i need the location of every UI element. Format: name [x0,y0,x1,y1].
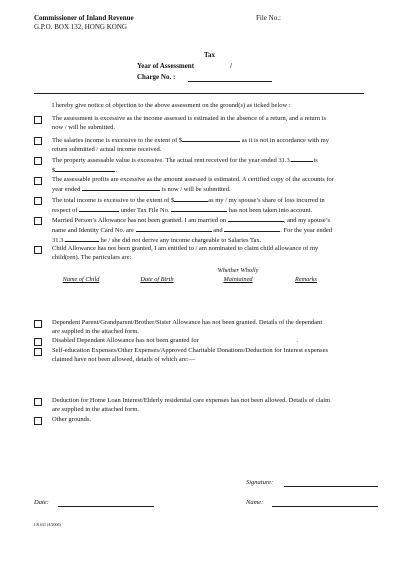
col-name-of-child: Name of Child [62,276,100,283]
married-date-field[interactable] [228,215,284,222]
date-field[interactable] [58,506,154,507]
ground-2-text: The salaries income is excessive to the extent of $ as it is not in accordance with my return submitted / actual income received. [52,137,329,153]
ground-1-checkbox[interactable] [34,116,42,124]
name-label: Name: [246,499,264,506]
file-no-label: File No.: [256,14,281,22]
intro-text: I hereby give notice of objection to the above assessment on the ground(s) as ticked below : [52,102,291,109]
name-field[interactable] [272,506,378,507]
signature-label: Signature: [246,479,274,486]
salaries-amount-field[interactable] [182,135,240,142]
profits-year-field[interactable] [82,184,160,191]
divider [34,93,364,94]
ground-2-checkbox[interactable] [34,137,42,145]
ground-8-text: Dependent Parent/Grandparent/Brother/Sister Allowance has not been granted. Details of the dependant are supplied in the attached form. [52,319,323,335]
loss-respect-field[interactable] [79,205,119,212]
ground-11-text: Deduction for Home Loan Interest/Elderly residential care expenses has not been allowed. Details of claim are supplied in the attached form. [52,397,331,413]
property-rent-field[interactable] [55,165,115,172]
disabled-dependant-field[interactable] [200,336,296,342]
ground-9-text: Disabled Dependant Allowance has not been granted for . [52,337,298,344]
signature-field[interactable] [284,486,378,487]
ground-6-text: Married Person’s Allowance has not been granted. I am married on , and my spouse’s name and Identity Card No. are and . For the year ended 31.3. he / she did not derive any income chargeable to Salaries Tax. [52,217,333,244]
department-address: G.P.O. BOX 132, HONG KONG [34,23,127,31]
ground-1-text: The assessment is excessive as the income assessed is estimated in the absence of a return, and a return is now / will be submitted. [52,115,326,131]
ground-7-text: Child Allowance has not been granted, I am entitled to / am nominated to claim child allowance of my child(ren). The particulars are: [52,245,319,261]
ground-3-text: The property assessable value is excessive. The actual rent received for the year ended 31.3. is $ . [52,157,318,174]
ground-4-text: The assessable profits are excessive as the amount assessed is estimated. A certified copy of the accounts for year ended is now / will be submitted. [52,176,334,193]
year-of-assessment-label: Year of Assessment [137,62,195,70]
tax-file-no-field[interactable] [171,205,227,212]
tax-label: Tax [204,51,216,59]
ground-3-checkbox[interactable] [34,157,42,165]
form-number: I.R.631 (4/2006) [34,522,61,527]
spouse-name-field[interactable] [136,225,212,232]
ground-11-checkbox[interactable] [34,398,42,406]
ground-12-checkbox[interactable] [34,417,42,425]
ground-9-checkbox[interactable] [34,338,42,346]
ground-5-checkbox[interactable] [34,197,42,205]
col-whether-wholly-2: Maintained [223,276,253,283]
department-name: Commissioner of Inland Revenue [34,14,134,22]
property-year-field[interactable] [291,155,313,162]
ground-5-text: The total income is excessive to the extent of $ as my / my spouse’s share of loss incurred in respect of under Tax File No. has not been taken into account. [52,197,325,214]
ground-4-checkbox[interactable] [34,177,42,185]
spouse-year-field[interactable] [65,235,99,242]
spouse-id-field[interactable] [224,225,280,232]
col-whether-wholly-1: Whether Wholly [217,267,259,274]
charge-no-label: Charge No. : [137,73,176,81]
charge-no-field[interactable] [188,81,272,82]
ground-7-checkbox[interactable] [34,246,42,254]
ground-10-checkbox[interactable] [34,348,42,356]
ground-6-checkbox[interactable] [34,217,42,225]
col-remarks: Remarks [294,276,318,283]
year-slash: / [230,62,232,70]
ground-8-checkbox[interactable] [34,320,42,328]
loss-amount-field[interactable] [174,195,208,202]
date-label: Date: [34,499,49,506]
ground-10-text: Self-education Expenses/Other Expenses/Approved Charitable Donations/Deduction for Interest expenses claimed have not been allowed, details of which are:— [52,347,328,363]
col-date-of-birth: Date of Birth [140,276,174,283]
ground-12-text: Other grounds. [52,416,91,423]
